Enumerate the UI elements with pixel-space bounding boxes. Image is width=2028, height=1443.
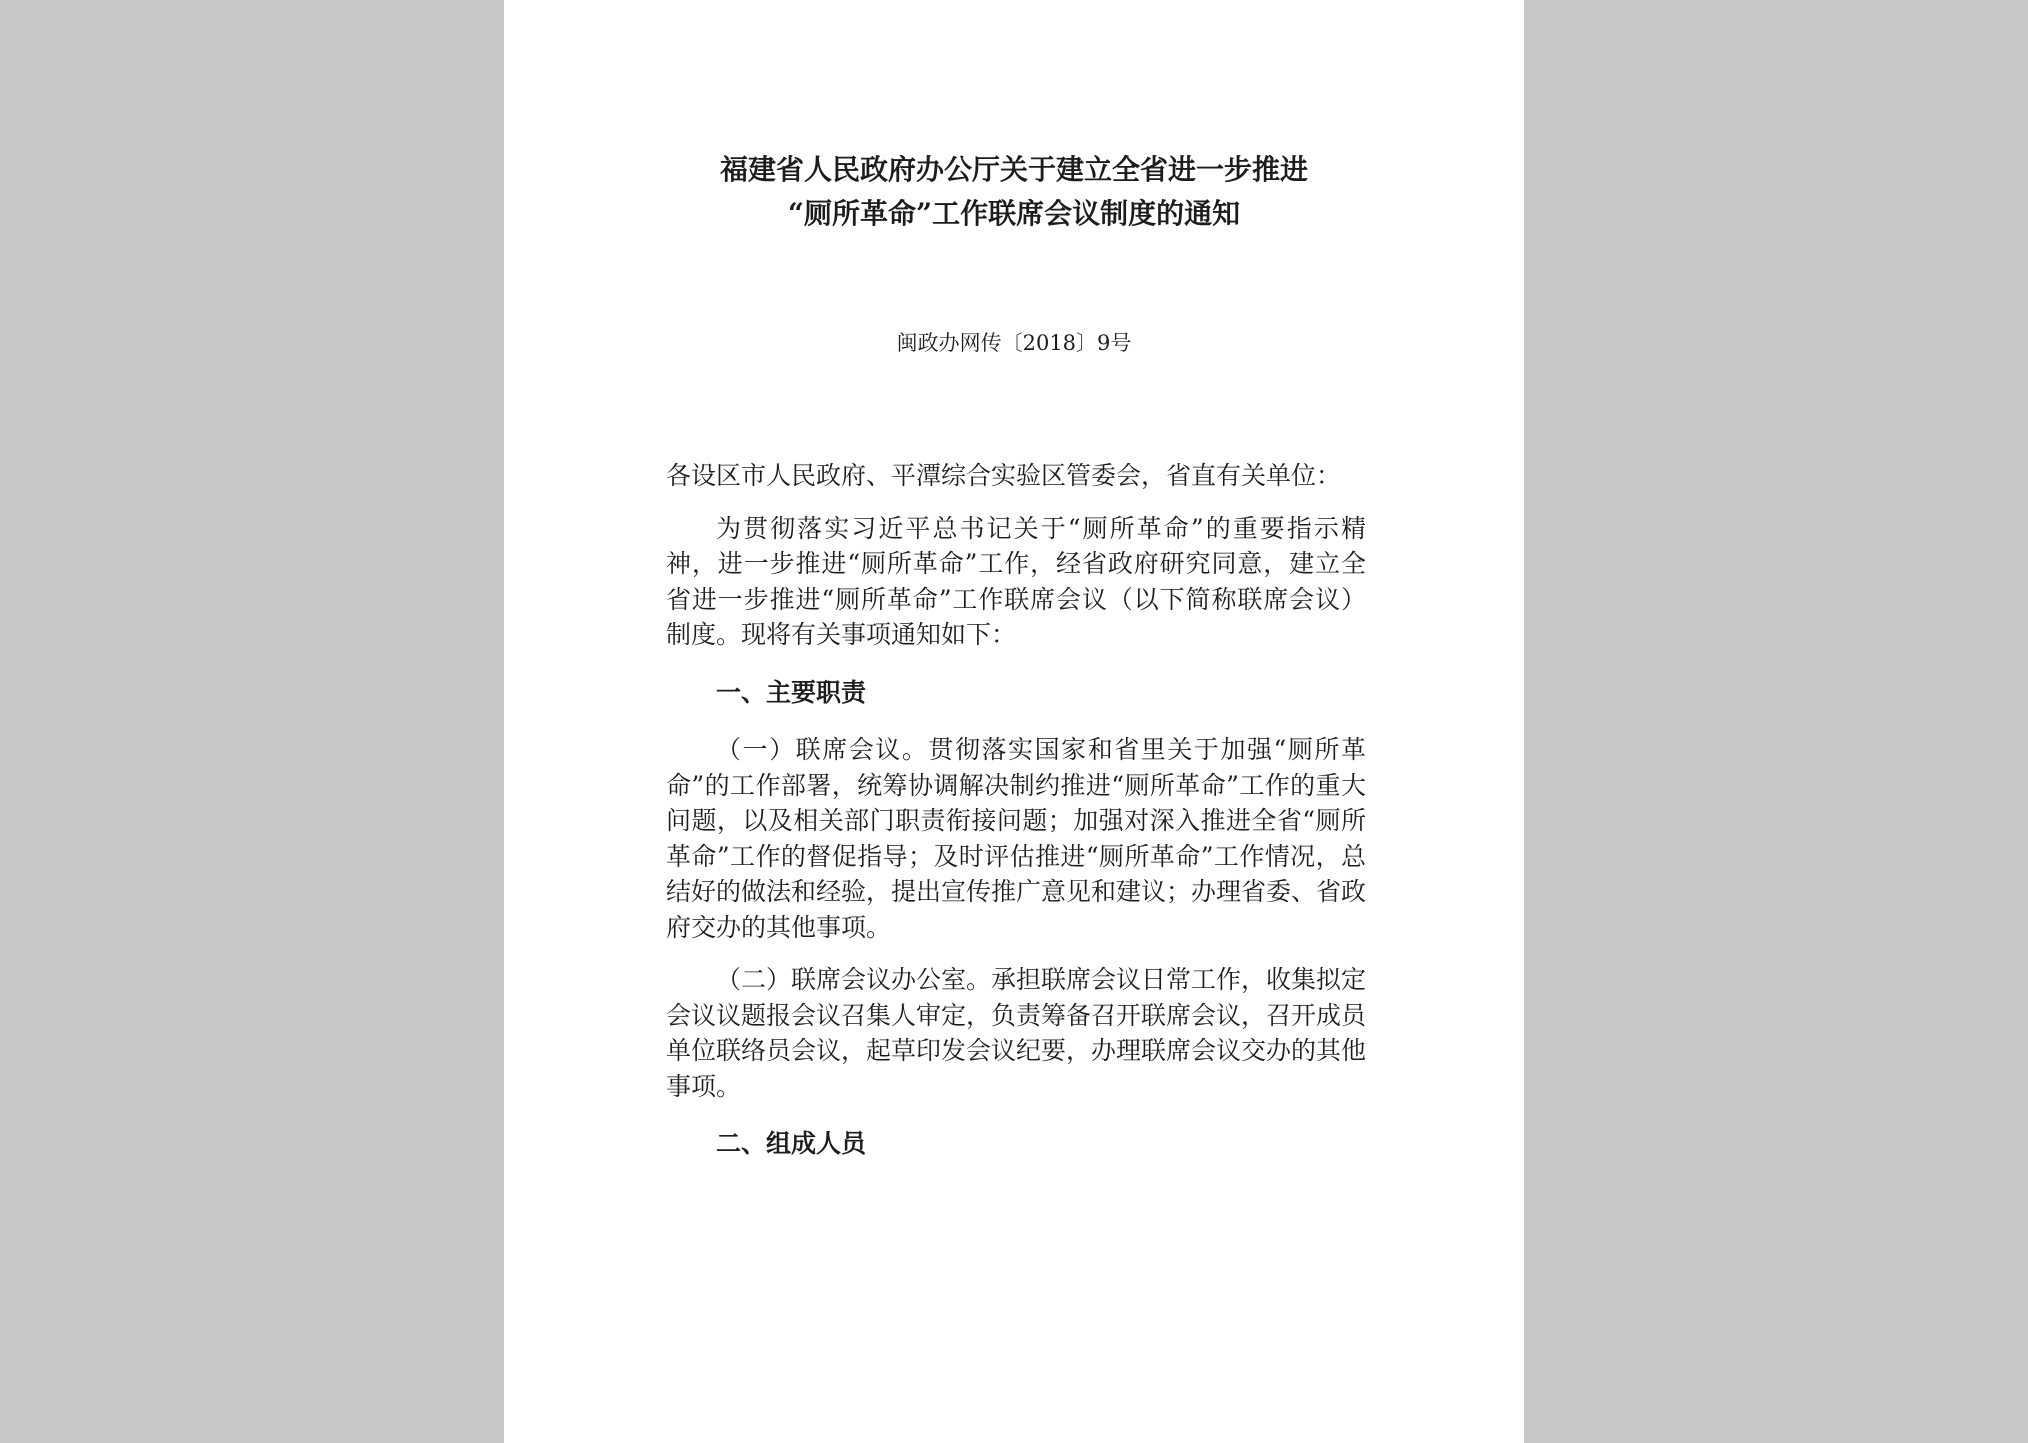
document-number: 闽政办网传〔2018〕9号 [896,331,1132,355]
section-heading-members: 二、组成人员 [716,1129,867,1158]
document-body [666,458,1366,1162]
paragraph-joint-meeting: （一）联席会议。贯彻落实国家和省里关于加强“厕所革命”的工作部署，统筹协调解决制约推进“厕所革命”工作的重大问题，以及相关部门职责衔接问题；加强对深入推进全省“厕所革命”工作的督促指导；及时评估推进“厕所革命”工作情况，总结好的做法和经验，提出宣传推广意见和建议；办理省委、省政府交办的其他事项。 [666,735,1367,942]
paragraph-meeting-office: （二）联席会议办公室。承担联席会议日常工作，收集拟定会议议题报会议召集人审定，负责筹备召开联席会议，召开成员单位联络员会议，起草印发会议纪要，办理联席会议交办的其他事项。 [666,965,1367,1101]
document-page [504,0,1524,1443]
title-line-1: 福建省人民政府办公厅关于建立全省进一步推进 [719,153,1308,186]
title-line-2: “厕所革命”工作联席会议制度的通知 [787,197,1241,230]
intro-paragraph: 为贯彻落实习近平总书记关于“厕所革命”的重要指示精神，进一步推进“厕所革命”工作，经省政府研究同意，建立全省进一步推进“厕所革命”工作联席会议（以下简称联席会议）制度。现将有关事项通知如下： [666,513,1366,649]
salutation: 各设区市人民政府、平潭综合实验区管委会，省直有关单位： [666,461,1342,490]
document-title [504,148,1524,236]
section-heading-duties: 一、主要职责 [716,677,867,707]
